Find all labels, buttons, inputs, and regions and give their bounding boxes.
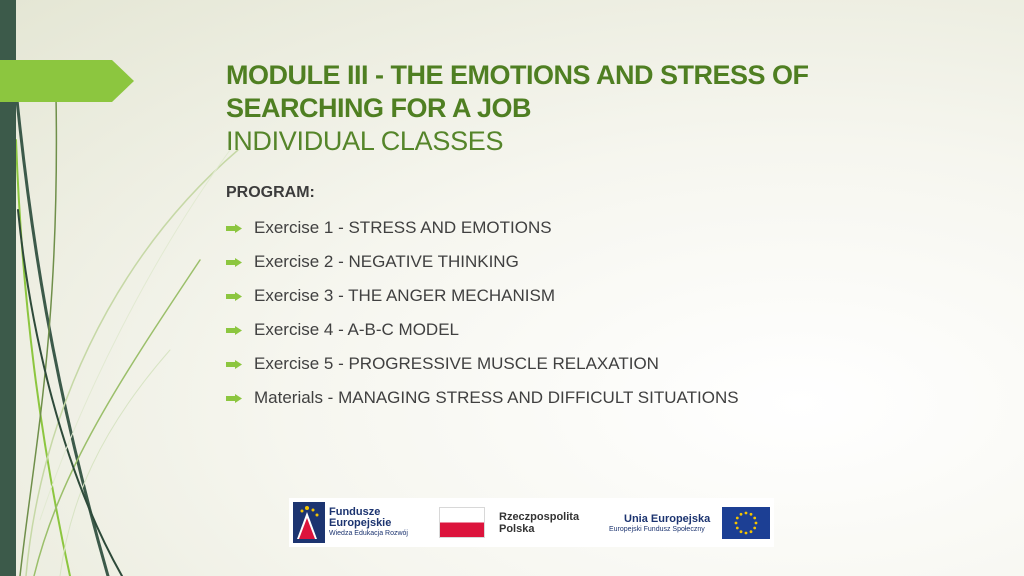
title-block: [226, 59, 946, 158]
program-list: [226, 214, 739, 418]
list-item-text: Materials - MANAGING STRESS AND DIFFICULT SITUATIONS: [254, 388, 739, 407]
arrow-bullet-icon: [226, 292, 242, 301]
list-item: [226, 350, 739, 384]
list-item-text: Exercise 5 - PROGRESSIVE MUSCLE RELAXATION: [254, 354, 659, 373]
eu-flag-icon: [722, 507, 770, 539]
arrow-bullet-icon: [226, 360, 242, 369]
arrow-bullet-icon: [226, 326, 242, 335]
slide-subtitle: INDIVIDUAL CLASSES: [226, 126, 504, 156]
eu-tagline: Europejski Fundusz Społeczny: [609, 526, 705, 533]
arrow-bullet-icon: [226, 224, 242, 233]
list-item-text: Exercise 4 - A-B-C MODEL: [254, 320, 459, 339]
eu-funding-logo-strip: [289, 498, 774, 547]
eu-line1: Unia Europejska: [624, 513, 711, 525]
european-funds-line1: Fundusze: [329, 506, 381, 518]
slide-title-line2: SEARCHING FOR A JOB: [226, 93, 532, 123]
poland-flag-icon: [439, 507, 485, 538]
list-item-text: Exercise 1 - STRESS AND EMOTIONS: [254, 218, 552, 237]
european-funds-tagline: Wiedza Edukacja Rozwój: [329, 530, 408, 537]
european-funds-emblem-icon: [293, 502, 325, 543]
list-item: [226, 282, 739, 316]
program-label: PROGRAM:: [226, 184, 315, 201]
poland-line2: Polska: [499, 523, 535, 535]
list-item: [226, 248, 739, 282]
list-item-text: Exercise 2 - NEGATIVE THINKING: [254, 252, 519, 271]
arrow-bullet-icon: [226, 394, 242, 403]
poland-line1: Rzeczpospolita: [499, 511, 580, 523]
green-arrow-tab: [0, 60, 134, 102]
slide-title-line1: MODULE III - THE EMOTIONS AND STRESS OF: [226, 60, 809, 90]
european-funds-line2: Europejskie: [329, 517, 392, 529]
list-item: [226, 214, 739, 248]
arrow-bullet-icon: [226, 258, 242, 267]
list-item-text: Exercise 3 - THE ANGER MECHANISM: [254, 286, 556, 305]
list-item: [226, 316, 739, 350]
list-item: [226, 384, 739, 418]
